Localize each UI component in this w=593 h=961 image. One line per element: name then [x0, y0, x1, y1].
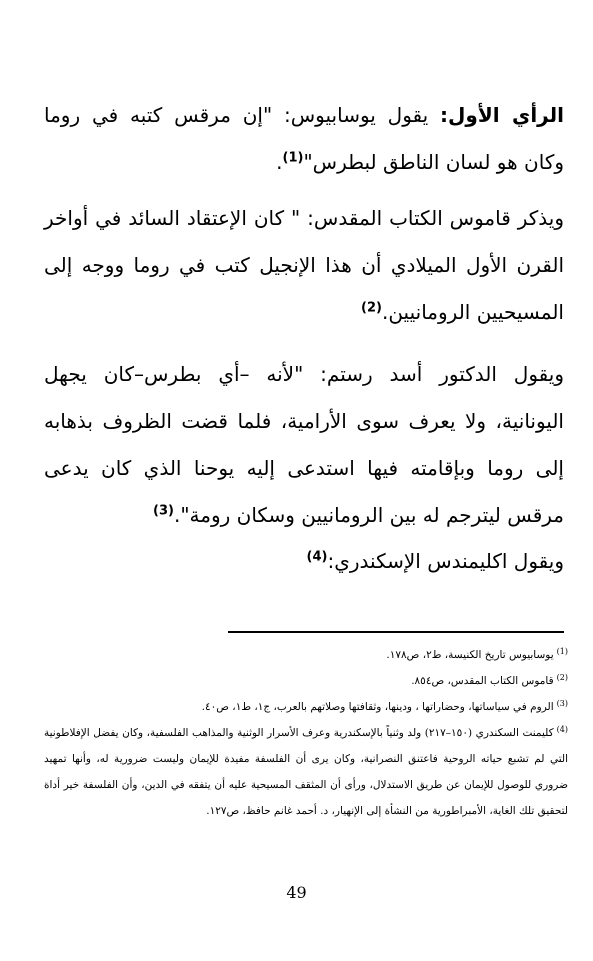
- paragraph-clement: [44, 538, 564, 585]
- footnotes-list: [44, 642, 568, 824]
- footnote-text: قاموس الكتاب المقدس، ص٨٥٤.: [411, 675, 554, 687]
- paragraph-text: ويذكر قاموس الكتاب المقدس: " كان الإعتقاد السائد في أواخر القرن الأول الميلادي أن هذا الإنجيل كتب في روما ووجه إلى المسيحيين الرومانيين.: [44, 206, 564, 324]
- footnote-item: [44, 694, 568, 720]
- footnote-ref: (3): [153, 503, 174, 519]
- paragraph-asad-rustum: [44, 351, 564, 539]
- footnote-item: [44, 720, 568, 824]
- paragraph-bible-dictionary: [44, 195, 564, 336]
- paragraph-tail: .: [276, 150, 283, 174]
- page-number: 49: [286, 883, 307, 902]
- footnote-separator: [228, 631, 564, 633]
- paragraph-lead: الرأي الأول:: [440, 103, 564, 127]
- footnote-number: (3): [556, 698, 568, 708]
- footnote-text: الروم في سياساتها، وحضاراتها ، ودينها، وثقافتها وصلاتهم بالعرب، ج١، ط١، ص٤٠.: [201, 701, 554, 713]
- footnote-item: [44, 642, 568, 668]
- paragraph-text: ويقول اكليمندس الإسكندري:: [327, 549, 564, 573]
- footnote-item: [44, 668, 568, 694]
- footnote-ref: (4): [306, 549, 328, 565]
- footnote-number: (4): [556, 724, 568, 734]
- footnote-ref: (1): [282, 150, 304, 166]
- footnote-ref: (2): [361, 300, 382, 316]
- footnote-number: (2): [556, 672, 568, 682]
- footnote-text: يوسابيوس تاريخ الكنيسة، ط٢، ص١٧٨.: [386, 649, 554, 661]
- paragraph-text: يقول يوسابيوس: "إن مرقس كتبه في روما وكان هو لسان الناطق لبطرس": [44, 103, 564, 174]
- paragraph-text: ويقول الدكتور أسد رستم: "لأنه –أي بطرس–كان يجهل اليونانية، ولا يعرف سوى الأرامية، فلما قضت الظروف بذهابه إلى روما وبإقامته فيها استدعى إليه يوحنا الذي كان يدعى مرقس ليترجم له بين الرومانيين وسكان رومة".: [44, 362, 564, 527]
- footnote-number: (1): [556, 646, 568, 656]
- paragraph-first-opinion: [44, 92, 564, 186]
- footnote-text: كليمنت السكندري (١٥٠–٢١٧) ولد وثنياً بالإسكندرية وعرف الأسرار الوثنية والمذاهب الفلسفية، وكان يفضل الإفلاطونية التي لم تشبع حياته الروحية فاعتنق النصرانية، وكان يرى أن الفلسفة مفيدة للإيمان وليست ضرورية له، وأنها تمهيد ضروري للوصول للإيمان عن طريق الاستدلال، ورأى أن المثقف المسيحية عليه أن يتفقه في الدين، وأن الفلسفة خير أداة لتحقيق تلك الغاية، الأمبراطورية من النشأة إلى الإنهيار، د. أحمد غانم حافظ، ص١٢٧.: [44, 727, 568, 817]
